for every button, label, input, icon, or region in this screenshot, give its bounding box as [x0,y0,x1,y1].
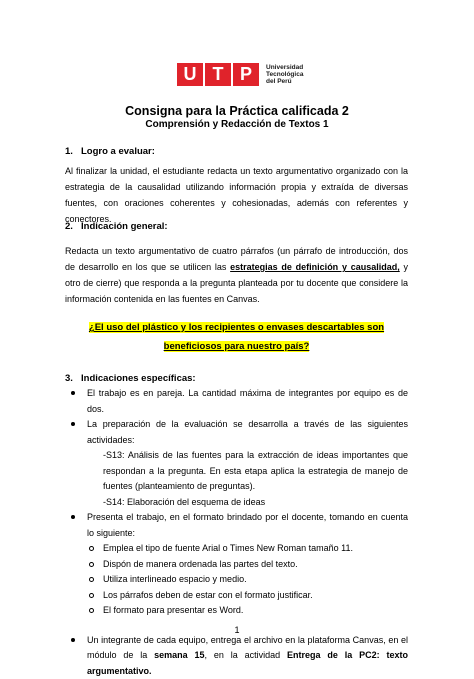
section-3-heading [65,373,196,384]
sub-item-text: Emplea el tipo de fuente Arial o Times New Roman tamaño 11. [103,543,353,553]
logo-line-3: del Perú [266,78,303,85]
logo-line-1: Universidad [266,64,303,71]
bullet-icon [71,515,75,519]
list-item [65,633,408,679]
sub-list-item [65,541,408,557]
week-15-emphasis: semana 15 [154,650,204,660]
list-item [65,417,408,448]
circle-bullet-icon [89,546,94,551]
bullet-text: El trabajo es en pareja. La cantidad máxima de integrantes por equipo es de dos. [87,388,408,414]
circle-bullet-icon [89,562,94,567]
section-1-heading [65,146,155,157]
bullet-text: Presenta el trabajo, en el formato brindado por el docente, tomando en cuenta lo siguiente: [87,512,408,538]
section-3-title: Indicaciones específicas: [81,373,196,384]
list-item [65,386,408,417]
sub-list-item [65,572,408,588]
circle-bullet-icon [89,593,94,598]
pc2-activity-emphasis: Entrega de la PC2: texto argumentativo. [87,650,408,676]
section-2-strategies-emphasis: estrategias de definición y causalidad, [230,262,400,272]
section-3-number: 3. [65,373,81,384]
sub-list-item [65,603,408,619]
sub-item-text: El formato para presentar es Word. [103,605,243,615]
logo-text [266,64,303,85]
guiding-question-text: ¿El uso del plástico y los recipientes o envases descartables son beneficiosos para nuestro país? [89,322,384,352]
document-title: Consigna para la Práctica calificada 2 [0,104,474,118]
section-3-list [65,386,408,679]
bullet-text-part-1: Un integrante de cada equipo, entrega el archivo en la plataforma Canvas, en el módulo de la [87,635,408,661]
bullet-text-part-2: , en la actividad [205,650,287,660]
utp-logo [177,63,303,86]
sub-list-item [65,588,408,604]
section-2-title: Indicación general: [81,221,168,232]
activity-s13: -S13: Análisis de las fuentes para la extracción de ideas importantes que respondan a la pregunta. En esta etapa aplica la estrategia de manejo de fuentes (planteamiento de preguntas). [65,448,408,495]
sub-item-text: Dispón de manera ordenada las partes del texto. [103,559,298,569]
page-number: 1 [0,625,474,635]
guiding-question [65,318,408,356]
section-1-title: Logro a evaluar: [81,146,155,157]
logo-letter-p: P [233,63,259,86]
section-2-text-part-2: y otro de cierre) que responda a la pregunta planteada por tu docente que considere la información contenida en las fuentes en Canvas. [65,262,408,304]
circle-bullet-icon [89,577,94,582]
bullet-icon [71,638,75,642]
list-item [65,510,408,541]
logo-letter-t: T [205,63,231,86]
activity-s14: -S14: Elaboración del esquema de ideas [65,495,408,511]
sub-item-text: Los párrafos deben de estar con el formato justificar. [103,590,313,600]
logo-letter-u: U [177,63,203,86]
circle-bullet-icon [89,608,94,613]
section-1-text: Al finalizar la unidad, el estudiante redacta un texto argumentativo organizado con la estrategia de la causalidad utilizando información propia y extraída de diversas fuentes, con oraciones coherentes y cohesionadas, además con referentes y conectores. [65,163,408,227]
section-2-text-part-1: Redacta un texto argumentativo de cuatro párrafos (un párrafo de introducción, dos de desarrollo en los que se utilicen las [65,246,408,272]
section-2-text [65,243,408,307]
bullet-icon [71,391,75,395]
section-2-heading [65,221,168,232]
section-1-number: 1. [65,146,81,157]
sub-list-item [65,557,408,573]
section-2-number: 2. [65,221,81,232]
document-subtitle: Comprensión y Redacción de Textos 1 [0,119,474,130]
bullet-text: La preparación de la evaluación se desarrolla a través de las siguientes actividades: [87,419,408,445]
sub-item-text: Utiliza interlineado espacio y medio. [103,574,247,584]
bullet-icon [71,422,75,426]
logo-line-2: Tecnológica [266,71,303,78]
